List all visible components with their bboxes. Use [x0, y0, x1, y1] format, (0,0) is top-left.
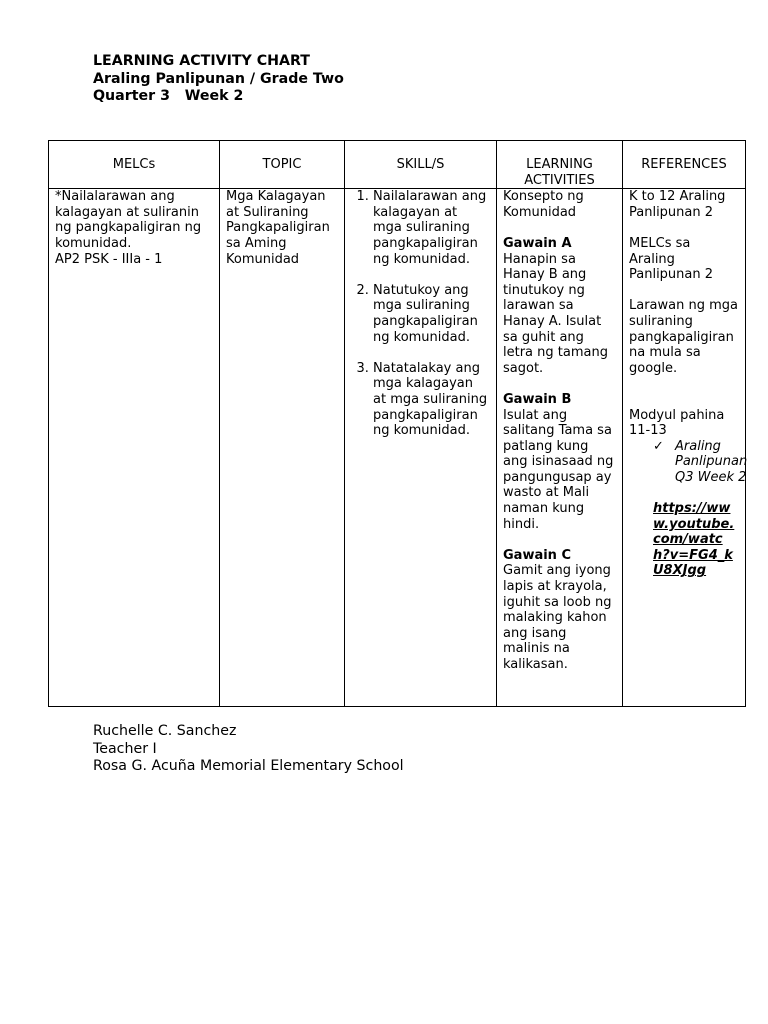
header-melcs: MELCs [49, 141, 220, 189]
learning-activity-table [48, 140, 746, 707]
reference-check-item [629, 438, 748, 486]
school-name: Rosa G. Acuña Memorial Elementary School [93, 758, 404, 774]
table-row [49, 189, 746, 707]
document-footer [93, 723, 404, 776]
topic-cell [220, 189, 345, 707]
reference-check-text: Araling Panlipunan Q3 Week 2 [675, 438, 748, 485]
youtube-link[interactable]: https://www.youtube.com/watch?v=FG4_kU8XJgg [653, 501, 735, 579]
skill-item: 3. Natatalakay ang mga kalagayan at mga suliraning pangkapaligiran ng komunidad. [373, 361, 490, 439]
document-subject: Araling Panlipunan / Grade Two [93, 70, 344, 87]
gawain-c-title: Gawain C [503, 547, 572, 563]
table-header-row [49, 141, 746, 189]
skill-item: 1. Nailalarawan ang kalagayan at mga suliraning pangkapaligiran ng komunidad. [373, 189, 490, 267]
gawain-b-text: Isulat ang salitang Tama sa patlang kung ang isinasaad ng pangungusap ay wasto at Mali naman kung hindi. [503, 407, 614, 532]
header-topic: TOPIC [220, 141, 345, 189]
melcs-cell [49, 189, 220, 707]
topic-line-2: sa Aming Komunidad [226, 235, 300, 267]
gawain-a-text: Hanapin sa Hanay B ang tinutukoy ng larawan sa Hanay A. Isulat sa guhit ang letra ng tamang sagot. [503, 251, 608, 376]
teacher-name: Ruchelle C. Sanchez [93, 723, 237, 739]
document-header [93, 53, 344, 106]
teacher-position: Teacher I [93, 740, 157, 757]
skills-list [355, 189, 490, 439]
reference-4: Modyul pahina 11-13 [629, 407, 725, 439]
skills-cell [345, 189, 497, 707]
reference-2: MELCs sa Araling Panlipunan 2 [629, 235, 714, 283]
activities-cell [497, 189, 623, 707]
reference-1: K to 12 Araling Panlipunan 2 [629, 189, 726, 220]
activities-intro: Konsepto ng Komunidad [503, 189, 584, 220]
document-quarter-week: Quarter 3 Week 2 [93, 88, 244, 104]
reference-3: Larawan ng mga suliraning pangkapaligiran na mula sa google. [629, 298, 738, 376]
gawain-b-title: Gawain B [503, 391, 572, 407]
gawain-a-title: Gawain A [503, 235, 572, 251]
header-skills: SKILL/S [345, 141, 497, 189]
checkmark-icon: ✓ [653, 438, 664, 454]
header-learning-activities: LEARNING ACTIVITIES [497, 141, 623, 189]
document-title: LEARNING ACTIVITY CHART [93, 53, 310, 69]
references-cell [623, 189, 746, 707]
gawain-c-text: Gamit ang iyong lapis at krayola, iguhit sa loob ng malaking kahon ang isang malinis na kalikasan. [503, 563, 612, 672]
skill-item: 2. Natutukoy ang mga suliraning pangkapaligiran ng komunidad. [373, 283, 490, 345]
header-references: REFERENCES [623, 141, 746, 189]
topic-line-1: Mga Kalagayan at Suliraning Pangkapaligiran [226, 189, 330, 236]
melcs-text: *Nailalarawan ang kalagayan at suliranin ng pangkapaligiran ng komunidad. [55, 189, 202, 251]
melcs-code: AP2 PSK - IIIa - 1 [55, 251, 163, 267]
